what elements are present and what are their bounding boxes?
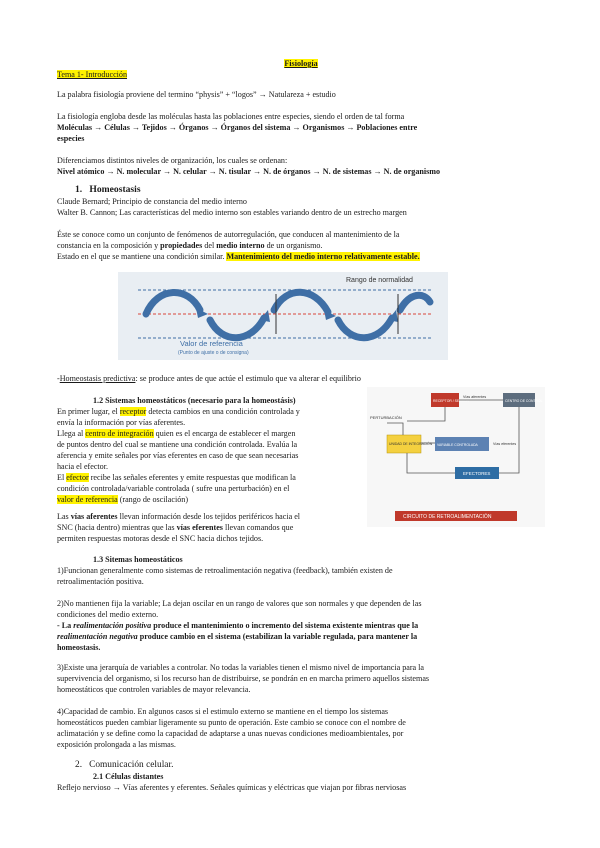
- section-2-1-heading: 2.1 Células distantes: [93, 772, 164, 781]
- section-2-heading: 2. Comunicación celular.: [75, 760, 174, 770]
- s13-p4-line1: 4)Capacidad de cambio. En algunos casos si el estimulo externo se mantiene en el tiempo los sistemas: [57, 707, 389, 716]
- afferent-label: Vías aferentes: [463, 395, 487, 399]
- section-1-2-heading: 1.2 Sistemas homeostáticos (necesario para la homeostásis): [93, 396, 296, 405]
- perturbation-label: PERTURBACIÓN: [370, 415, 402, 420]
- paragraph-2-line3: especies: [57, 134, 85, 143]
- receptor-label: RECEPTOR / SENSOR: [433, 399, 469, 403]
- s12-line5: aferencia y emite señales por vías eferentes en caso de que sean necesarias: [57, 451, 299, 460]
- s21-line1: Reflejo nervioso → Vías aferentes y eferentes. Señales químicas y eléctricas que viajan por fibras nerviosas: [57, 783, 407, 792]
- variable-label: VARIABLE CONTROLADA: [437, 443, 478, 447]
- feedback-circuit-figure: [367, 387, 545, 527]
- efferent-label: Vías eferentes: [493, 442, 517, 446]
- section-1-line2: Walter B. Cannon; Las características del medio interno son estables variando dentro de un estrecho margen: [57, 208, 407, 217]
- s12-line6: hacia el efector.: [57, 462, 109, 471]
- paragraph-3-line2: Nivel atómico → N. molecular → N. celular → N. tisular → N. de órganos → N. de sistemas → N. de organismo: [57, 167, 441, 176]
- topic-heading: Tema 1- Introducción: [57, 70, 128, 79]
- s12-line8: condición controlada/variable controlada ( sufre una perturbación) en el: [57, 484, 290, 493]
- s13-p1-line2: retroalimentación positiva.: [57, 577, 144, 586]
- s13-p3-line3: homeostáticos que controlen variables de mayor relevancia.: [57, 685, 251, 694]
- control-center-label: CENTRO DE CONTROL: [505, 399, 543, 403]
- integration-label: UNIDAD DE INTEGRACIÓN: [389, 442, 433, 446]
- paragraph-2-line2: Moléculas → Células → Tejidos → Órganos → Órganos del sistema → Organismos → Poblaciones entre: [57, 123, 418, 132]
- section-1-p2-line1: Éste se conoce como un conjunto de fenómenos de autorregulación, que conducen al mantenimiento de la: [57, 230, 400, 239]
- s13-p2-line5: homeostasis.: [57, 643, 101, 652]
- doc-title: Fisiología: [284, 59, 318, 68]
- s13-p3-line2: supervivencia del organismo, si los recurso han de distribuirse, se pondrán en en marcha primero aquellos sistemas: [57, 674, 430, 683]
- circuit-background: [367, 387, 545, 527]
- paragraph-3-line1: Diferenciamos distintos niveles de organización, los cuales se ordenan:: [57, 156, 288, 165]
- s13-p2-line3: - La realimentación positiva produce el mantenimiento o incremento del sistema existente mientras que la: [57, 621, 419, 630]
- section-1-p2-line3: Estado en el que se mantiene una condición similar. Mantenimiento del medio interno relativamente estable.: [57, 252, 420, 261]
- s12-line11: SNC (hacia dentro) mientras que las vías eferentes llevan comandos que: [57, 523, 294, 532]
- section-1-p2-line2: constancia en la composición y propiedades del medio interno de un organismo.: [57, 241, 323, 250]
- s13-p2-line1: 2)No mantienen fija la variable; La dejan oscilar en un rango de valores que son normales y que dependen de las: [57, 599, 422, 608]
- paragraph-2-line1: La fisiología engloba desde las moléculas hasta las poblaciones entre especies, siendo el orden de tal forma: [57, 112, 405, 121]
- s12-line10: Las vías aferentes llevan información desde los tejidos periféricos hacia el: [57, 512, 301, 521]
- s12-line9: valor de referencia (rango de oscilación): [57, 495, 189, 504]
- feedback-circuit-diagram: [367, 387, 545, 527]
- reference-sublabel: (Punto de ajuste o de consigna): [178, 350, 249, 356]
- effectors-label: EFECTORES: [463, 471, 491, 476]
- predictive-homeostasis-line: -Homeostasis predictiva: se produce antes de que actúe el estimulo que va alterar el equilibrio: [57, 374, 361, 383]
- s12-line1: En primer lugar, el receptor detecta cambios en una condición controlada y: [57, 407, 300, 416]
- s12-line12: permiten respuestas motoras desde el SNC hacia dichos tejidos.: [57, 534, 264, 543]
- reference-label: Valor de referencia: [180, 339, 243, 348]
- s12-line2: envía la información por vías aferentes.: [57, 418, 186, 427]
- s13-p2-line2: condiciones del medio externo.: [57, 610, 159, 619]
- section-1-heading: 1. Homeostasis: [75, 184, 141, 195]
- homeostasis-figure: [118, 272, 448, 360]
- section-1-3-heading: 1.3 Sitemas homeostáticos: [93, 555, 183, 564]
- circuit-caption: CIRCUITO DE RETROALIMENTACIÓN: [403, 514, 492, 520]
- s12-line7: El efector recibe las señales eferentes y emite respuestas que modifican la: [57, 473, 296, 482]
- intro-line: La palabra fisiología proviene del termino “physis” + “logos” → Natulareza + estudio: [57, 90, 336, 99]
- s13-p4-line2: homeostáticos pueden cambiar ligeramente su punto de operación. Este cambio se conoce con el nombre de: [57, 718, 406, 727]
- s13-p4-line4: exposición prolongada a las mismas.: [57, 740, 176, 749]
- section-1-line1: Claude Bernard; Principio de constancia del medio interno: [57, 197, 247, 206]
- s13-p4-line3: aclimatación y se define como la capacidad de adaptarse a unas nuevas condiciones medioambientales, por: [57, 729, 404, 738]
- s12-line3: Llega al centro de integración quien es el encarga de establecer el margen: [57, 429, 296, 438]
- range-label: Rango de normalidad: [346, 277, 413, 284]
- s13-p2-line4: realimentación negativa produce cambio en el sistema (estabilizan la variable regulada, para mantener la: [57, 632, 418, 641]
- s13-p3-line1: 3)Existe una jerarquía de variables a controlar. No todas la variables tienen el mismo nivel de importancia para la: [57, 663, 425, 672]
- homeostasis-diagram: [118, 272, 448, 360]
- s12-line4: de puntos dentro del cual se mantiene una condición controlada. Evalúa la: [57, 440, 298, 449]
- s13-p1-line1: 1)Funcionan generalmente como sistemas de retroalimentación negativa (feedback), también existen de: [57, 566, 393, 575]
